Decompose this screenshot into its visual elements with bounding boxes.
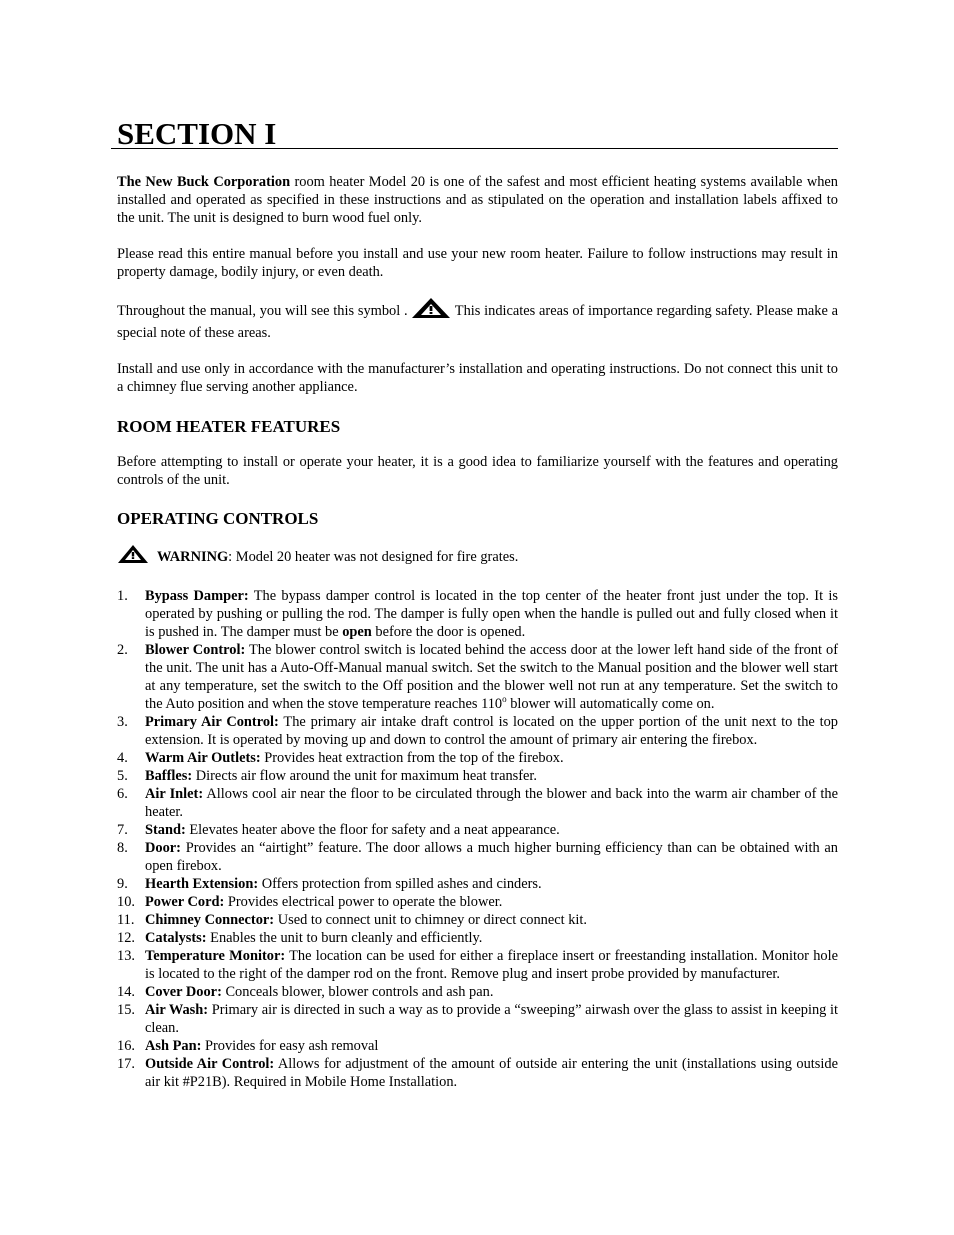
read-manual-paragraph: Please read this entire manual before you install and use your new room heater. Failure to follow instructions may result in property damage, bodily injury, or even death. <box>117 246 838 280</box>
safety-warning-icon <box>411 297 451 324</box>
list-item: 5. Baffles: Directs air flow around the unit for maximum heat transfer. <box>117 768 538 784</box>
controls-heading: OPERATING CONTROLS <box>117 509 319 528</box>
warning-icon <box>117 544 149 569</box>
list-item: 11. Chimney Connector: Used to connect unit to chimney or direct connect kit. <box>117 912 588 928</box>
list-item: 2. Blower Control: The blower control switch is located behind the access door at the lower left hand side of the front of the unit. The unit has a Auto-Off-Manual manual switch. Set the switch to the Manual position and the blower well start at any temperature, set the switch to the Off position and the blower well not run at any temperature. Set the switch to the Auto position and when the stove temperature reaches 110$^o$ blower will automatically come on. <box>117 642 838 712</box>
list-item: 16. Ash Pan: Provides for easy ash removal <box>117 1038 379 1054</box>
section-title: SECTION I <box>117 116 277 151</box>
list-item: 17. Outside Air Control: Allows for adjustment of the amount of outside air entering the unit (installations using outside air kit #P21B). Required in Mobile Home Installation. <box>117 1056 838 1090</box>
symbol-note-paragraph: Throughout the manual, you will see this symbol . This indicates areas of importance regarding safety. Please make a special note of these areas. <box>117 297 838 342</box>
install-note-paragraph: Install and use only in accordance with the manufacturer’s installation and operating instructions. Do not connect this unit to a chimney flue serving another appliance. <box>117 361 838 395</box>
warning-text: WARNING: Model 20 heater was not designed for fire grates. <box>157 548 519 565</box>
list-item: 10. Power Cord: Provides electrical power to operate the blower. <box>117 894 503 910</box>
intro-paragraph: The New Buck Corporation room heater Model 20 is one of the safest and most efficient heating systems available when installed and operated as specified in these instructions and as stipulated on the operation and installation labels affixed to the unit. The unit is designed to burn wood fuel only. <box>117 174 838 226</box>
list-item: 15. Air Wash: Primary air is directed in such a way as to provide a “sweeping” airwash over the glass to assist in keeping it clean. <box>117 1002 838 1036</box>
list-item: 14. Cover Door: Conceals blower, blower controls and ash pan. <box>117 984 494 1000</box>
list-item: 13. Temperature Monitor: The location can be used for either a fireplace insert or freestanding installation. Monitor hole is located to the right of the damper rod on the front. Remove plug and insert probe provided by manufacturer. <box>117 948 838 982</box>
list-item: 6. Air Inlet: Allows cool air near the floor to be circulated through the blower and back into the warm air chamber of the heater. <box>117 786 838 820</box>
list-item: 8. Door: Provides an “airtight” feature. The door allows a much higher burning efficiency than can be obtained with an open firebox. <box>117 840 838 874</box>
list-item: 1. Bypass Damper: The bypass damper control is located in the top center of the heater front just under the top. It is operated by pushing or pulling the rod. The damper is fully open when the handle is pulled out and fully closed when it is pushed in. The damper must be open before the door is opened. <box>117 588 839 640</box>
title-underline <box>111 148 838 149</box>
list-item: 12. Catalysts: Enables the unit to burn cleanly and efficiently. <box>117 930 483 946</box>
operating-controls-list <box>117 587 838 1091</box>
warning-line <box>117 544 838 569</box>
list-item: 3. Primary Air Control: The primary air intake draft control is located on the upper portion of the unit next to the top extension. It is operated by moving up and down to control the amount of primary air entering the firebox. <box>117 714 839 748</box>
list-item: 7. Stand: Elevates heater above the floor for safety and a neat appearance. <box>117 822 560 838</box>
page-body <box>117 173 838 1091</box>
list-item: 4. Warm Air Outlets: Provides heat extraction from the top of the firebox. <box>117 750 564 766</box>
list-item: 9. Hearth Extension: Offers protection from spilled ashes and cinders. <box>117 876 542 892</box>
features-heading: ROOM HEATER FEATURES <box>117 417 341 436</box>
features-paragraph: Before attempting to install or operate your heater, it is a good idea to familiarize yourself with the features and operating controls of the unit. <box>117 454 838 488</box>
company-name: The New Buck Corporation <box>117 174 291 190</box>
